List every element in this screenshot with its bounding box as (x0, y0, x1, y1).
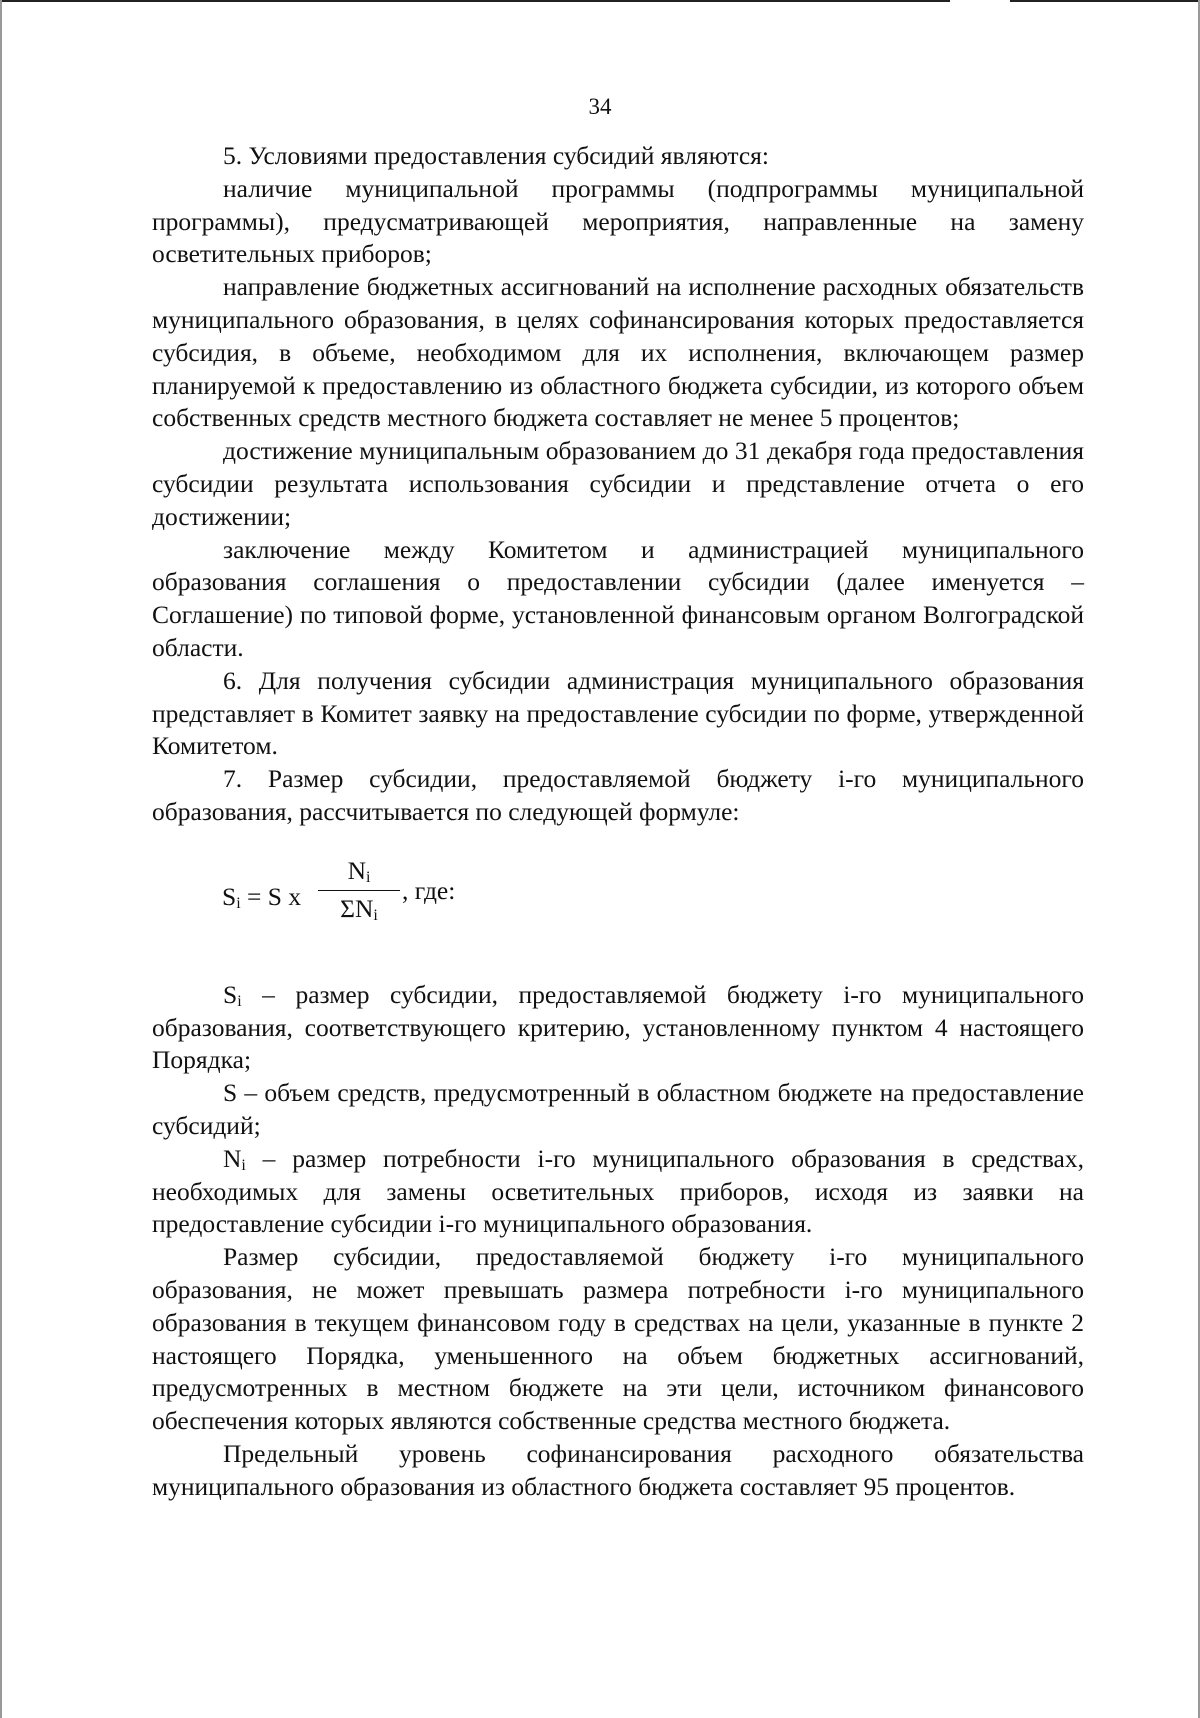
definition-si-subscript: i (237, 992, 242, 1010)
paragraph-condition-agreement: заключение между Комитетом и администрацией муниципального образования соглашения о предоставлении субсидии (далее именуется – Соглашение) по типовой форме, установленной финансовым органом Волгоградской области. (152, 534, 1084, 662)
formula-denominator (318, 891, 400, 926)
paragraph-cofinancing-level: Предельный уровень софинансирования расходного обязательства муниципального образования из областного бюджета составляет 95 процентов. (152, 1438, 1084, 1501)
formula-lhs (222, 881, 301, 914)
definition-si-symbol: S (223, 979, 238, 1009)
paragraph-condition-result: достижение муниципальным образованием до 31 декабря года предоставления субсидии результата использования субсидии и представление отчета о его достижении; (152, 436, 1084, 531)
scan-border-top (0, 0, 950, 2)
formula-numerator (318, 855, 400, 891)
definition-s: S – объем средств, предусмотренный в областном бюджете на предоставление субсидий; (152, 1078, 1084, 1140)
definition-ni (152, 1143, 1084, 1241)
formula-denominator-subscript: i (373, 906, 378, 924)
paragraph-condition-program: наличие муниципальной программы (подпрограммы муниципальной программы), предусматривающей мероприятия, направленные на замену осветительных приборов; (152, 173, 1084, 269)
formula-numerator-symbol: N (347, 855, 366, 885)
formula-fraction (318, 855, 400, 926)
definition-ni-subscript: i (241, 1156, 246, 1174)
formula-equals-s-times: = S x (240, 881, 302, 911)
scan-border-left (0, 0, 2, 1718)
formula-denominator-symbol: ΣN (340, 893, 374, 923)
formula-lhs-symbol: S (222, 881, 237, 911)
paragraph-condition-budget: направление бюджетных ассигнований на исполнение расходных обязательств муниципального образования, в целях софинансирования которых предоставляется субсидия, в объеме, необходимом для их исполнения, включающем размер планируемой к предоставлению из областного бюджета субсидии, из которого объем собственных средств местного бюджета составляет не менее 5 процентов; (152, 272, 1084, 433)
definition-ni-text: – размер потребности i-го муниципального образования в средствах, необходимых для замены осветительных приборов, исходя из заявки на предоставление субсидии i-го муниципального образования. (152, 1143, 1084, 1239)
formula-lhs-subscript: i (236, 894, 241, 912)
scan-border-top-right (1010, 0, 1200, 2)
formula-numerator-subscript: i (365, 868, 371, 886)
paragraph-subsidy-limit: Размер субсидии, предоставляемой бюджету i-го муниципального образования, не может превышать размера потребности i-го муниципального образования в текущем финансовом году в средствах на цели, указанные в пункте 2 настоящего Порядка, уменьшенного на объем бюджетных ассигнований, предусмотренных в местном бюджете на эти цели, источником финансового обеспечения которых являются собственные средства местного бюджета. (152, 1242, 1084, 1436)
paragraph-application: 6. Для получения субсидии администрация муниципального образования представляет в Комитет заявку на предоставление субсидии по форме, утвержденной Комитетом. (152, 665, 1084, 761)
document-body (152, 140, 1084, 1503)
definition-ni-symbol: N (223, 1143, 242, 1173)
definition-si-text: – размер субсидии, предоставляемой бюджету i-го муниципального образования, соответствующего критерию, установленному пунктом 4 настоящего Порядка; (152, 979, 1084, 1075)
subsidy-formula (152, 849, 1084, 949)
paragraph-conditions-heading: 5. Условиями предоставления субсидий являются: (223, 141, 769, 170)
paragraph-subsidy-size: 7. Размер субсидии, предоставляемой бюджету i-го муниципального образования, рассчитывается по следующей формуле: (152, 764, 1084, 826)
definition-si (152, 979, 1084, 1077)
formula-where: , где: (402, 875, 456, 905)
page-number: 34 (588, 94, 612, 119)
